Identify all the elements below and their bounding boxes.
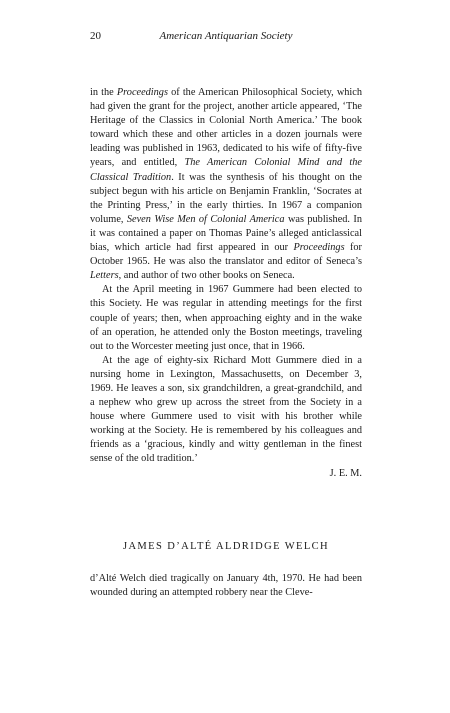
obituary-heading: JAMES D’ALTÉ ALDRIDGE WELCH	[122, 541, 330, 552]
text-run: in the	[90, 87, 117, 98]
italic-title-run: Proceedings	[116, 87, 168, 98]
text-run: , and author of two other books on Seneca.	[118, 270, 295, 282]
italic-title-run: Letters	[90, 270, 119, 282]
page-number: 20	[90, 30, 101, 42]
paragraph-death-notice: At the age of eighty-six Richard Mott Gummere died in a nursing home in Lexington, Massachusetts, on December 3, 1969. He leaves a son, six grandchildren, a great-grandchild, and a nephew who grew up across the street from the Society in a house where Gummere used to visit with his brother while working at the Society. He is remembered by his colleagues and friends as a ‘gracious, kindly and witty gentleman in the finest sense of the old tradition.’	[90, 354, 362, 465]
text-run: . It was the synthesis of his thought on the subject begun with his article on Benjamin Franklin, ‘Socrates at the Printing Press,’ in the early thirties. In 1967 a companion volume,	[90, 171, 363, 225]
italic-title-run: Seven Wise Men of Colonial America	[126, 213, 285, 225]
text-run: of the American Philosophical Society, which had given the grant for the project, another article appeared, ‘The Heritage of the Classics in Colonial North America.’ The book toward which these and other articles in a dozen journals were leading was published in 1963, dedicated to his wife of fifty-five years, and entitled,	[90, 87, 362, 169]
paragraph-gummere-works	[90, 86, 362, 283]
author-initials: J. E. M.	[329, 467, 362, 479]
paragraph-welch-obituary: d’Alté Welch died tragically on January 4th, 1970. He had been wounded during an attempted robbery near the Cleve-	[90, 573, 362, 599]
running-title: American Antiquarian Society	[159, 30, 293, 42]
italic-title-run: The American Colonial Mind and the Classical Tradition	[90, 157, 362, 183]
running-header	[90, 30, 362, 44]
text-run: was published. In it was contained a paper on Thomas Paine’s alleged anticlassical bias, which article had first appeared in our	[90, 213, 362, 254]
text-run: for October 1965. He was also the translator and editor of Seneca’s	[90, 242, 362, 268]
paragraph-society-membership: At the April meeting in 1967 Gummere had been elected to this Society. He was regular in attending meetings for the first couple of years; then, when approaching eighty and in the wake of an operation, he attended only the Boston meetings, traveling out to the Worcester meeting just once, that in 1966.	[90, 284, 362, 352]
main-text	[90, 86, 362, 481]
italic-title-run: Proceedings	[293, 242, 345, 254]
